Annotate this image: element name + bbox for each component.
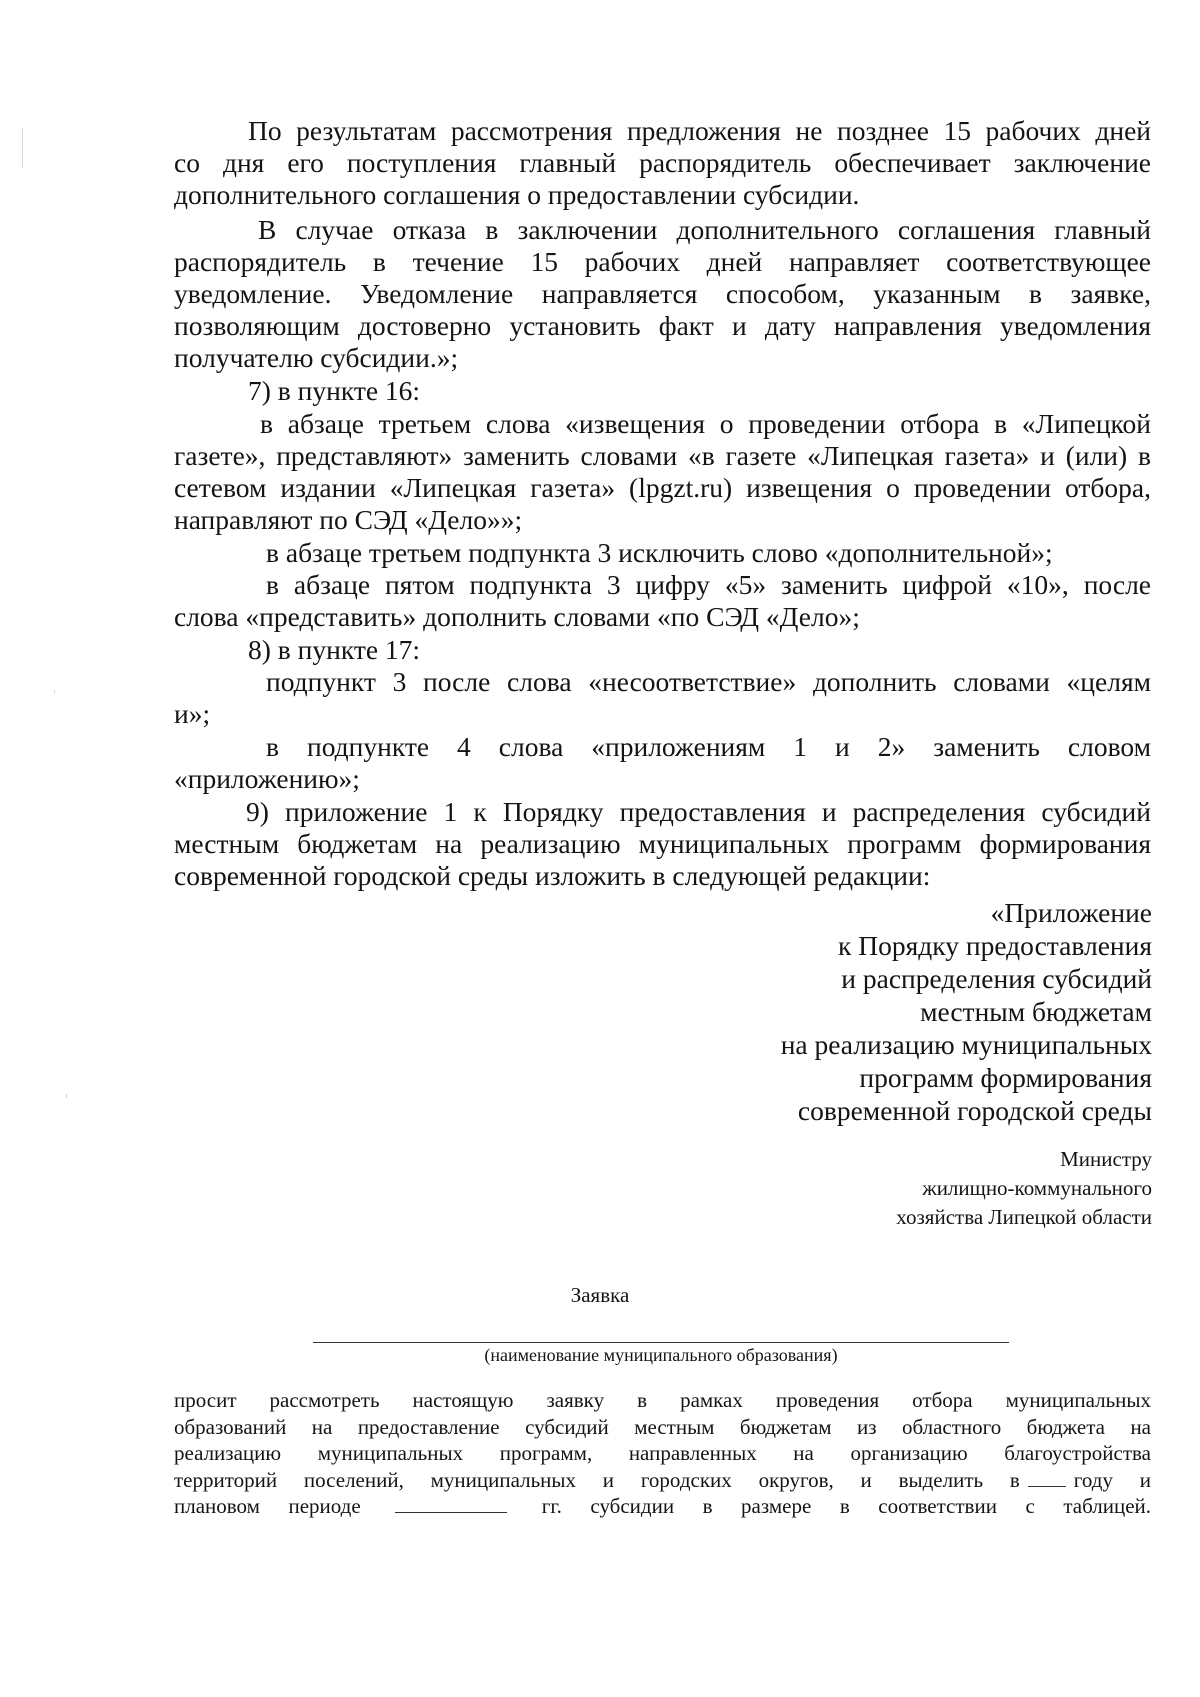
appendix-line: программ формирования xyxy=(859,1062,1152,1093)
appendix-line: местным бюджетам xyxy=(920,996,1152,1027)
request-paragraph xyxy=(174,1387,1151,1520)
text-line: дополнительного соглашения о предоставлении субсидии. xyxy=(174,179,860,210)
text-line: 9) приложение 1 к Порядку предоставления и распределения субсидий xyxy=(246,796,1151,827)
paragraph-item-7-change xyxy=(174,408,1151,536)
appendix-line: современной городской среды xyxy=(797,1095,1152,1126)
text-line: подпункт 3 после слова «несоответствие» дополнить словами «целям xyxy=(266,666,1151,697)
text-line: газете», представляют» заменить словами «в газете «Липецкая газета» и (или) в xyxy=(174,440,1151,471)
scan-artifact xyxy=(22,128,23,168)
appendix-line: и распределения субсидий xyxy=(841,963,1152,994)
text-line: По результатам рассмотрения предложения не позднее 15 рабочих дней xyxy=(248,115,1151,146)
text-line: позволяющим достоверно установить факт и дату направления уведомления xyxy=(174,310,1151,341)
paragraph-item-9 xyxy=(174,796,1151,892)
text-segment: территорий поселений, муниципальных и городских округов, и выделить в xyxy=(174,1467,1020,1492)
text-segment: плановом периоде xyxy=(174,1494,361,1518)
text-segment: году и xyxy=(1073,1467,1151,1492)
paragraph-replace-digit xyxy=(174,569,1151,633)
paragraph-exclude-word: в абзаце третьем подпункта 3 исключить слово «дополнительной»; xyxy=(266,537,1053,568)
period-blank xyxy=(395,1494,507,1513)
item-7-heading: 7) в пункте 16: xyxy=(248,375,421,406)
text-line: в абзаце третьем слова «извещения о проведении отбора в «Липецкой xyxy=(260,408,1151,439)
addressee-line: хозяйства Липецкой области xyxy=(896,1205,1152,1229)
scan-artifact xyxy=(66,1094,67,1098)
text-segment: гг. субсидии в размере в соответствии с таблицей. xyxy=(541,1494,1152,1518)
text-line: местным бюджетам на реализацию муниципальных программ формирования xyxy=(174,828,1151,859)
text-line: слова «представить» дополнить словами «по СЭД «Дело»; xyxy=(174,601,860,632)
appendix-line: к Порядку предоставления xyxy=(838,930,1152,961)
appendix-line: на реализацию муниципальных xyxy=(780,1029,1152,1060)
text-line: реализацию муниципальных программ, направленных на организацию благоустройства xyxy=(174,1441,1151,1465)
municipality-name-blank xyxy=(313,1342,1009,1343)
text-line: в подпункте 4 слова «приложениям 1 и 2» заменить словом xyxy=(266,731,1151,762)
text-line: получателю субсидии.»; xyxy=(174,342,459,373)
scan-artifact xyxy=(54,690,55,693)
text-line: распорядитель в течение 15 рабочих дней направляет соответствующее xyxy=(174,246,1151,277)
text-line: и»; xyxy=(174,698,211,729)
text-line xyxy=(174,1467,1151,1494)
text-line xyxy=(174,1493,1151,1520)
text-line: направляют по СЭД «Дело»»; xyxy=(174,504,523,535)
text-line: В случае отказа в заключении дополнительного соглашения главный xyxy=(258,214,1151,245)
application-title: Заявка xyxy=(570,1283,630,1307)
text-line: просит рассмотреть настоящую заявку в рамках проведения отбора муниципальных xyxy=(174,1388,1151,1412)
appendix-header xyxy=(781,896,1152,1127)
paragraph-refusal-notice xyxy=(174,214,1151,374)
text-line: «приложению»; xyxy=(174,763,360,794)
addressee-line: жилищно-коммунального xyxy=(922,1176,1152,1200)
text-line: сетевом издании «Липецкая газета» (lpgzt.ru) извещения о проведении отбора, xyxy=(174,472,1151,503)
text-line: уведомление. Уведомление направляется способом, указанным в заявке, xyxy=(174,278,1151,309)
paragraph-review-result xyxy=(174,115,1151,211)
municipality-caption: (наименование муниципального образования) xyxy=(484,1345,838,1365)
text-line: в абзаце пятом подпункта 3 цифру «5» заменить цифрой «10», после xyxy=(266,569,1151,600)
addressee-line: Министру xyxy=(1060,1147,1152,1171)
text-line: современной городской среды изложить в следующей редакции: xyxy=(174,860,931,891)
paragraph-subitem-3 xyxy=(174,666,1151,730)
text-line: со дня его поступления главный распорядитель обеспечивает заключение xyxy=(174,147,1151,178)
text-line: образований на предоставление субсидий местным бюджетам из областного бюджета на xyxy=(174,1414,1151,1439)
appendix-line: «Приложение xyxy=(990,897,1152,928)
paragraph-subitem-4 xyxy=(174,731,1151,795)
year-blank xyxy=(1028,1468,1066,1487)
addressee-block xyxy=(896,1145,1152,1232)
item-8-heading: 8) в пункте 17: xyxy=(248,634,421,665)
